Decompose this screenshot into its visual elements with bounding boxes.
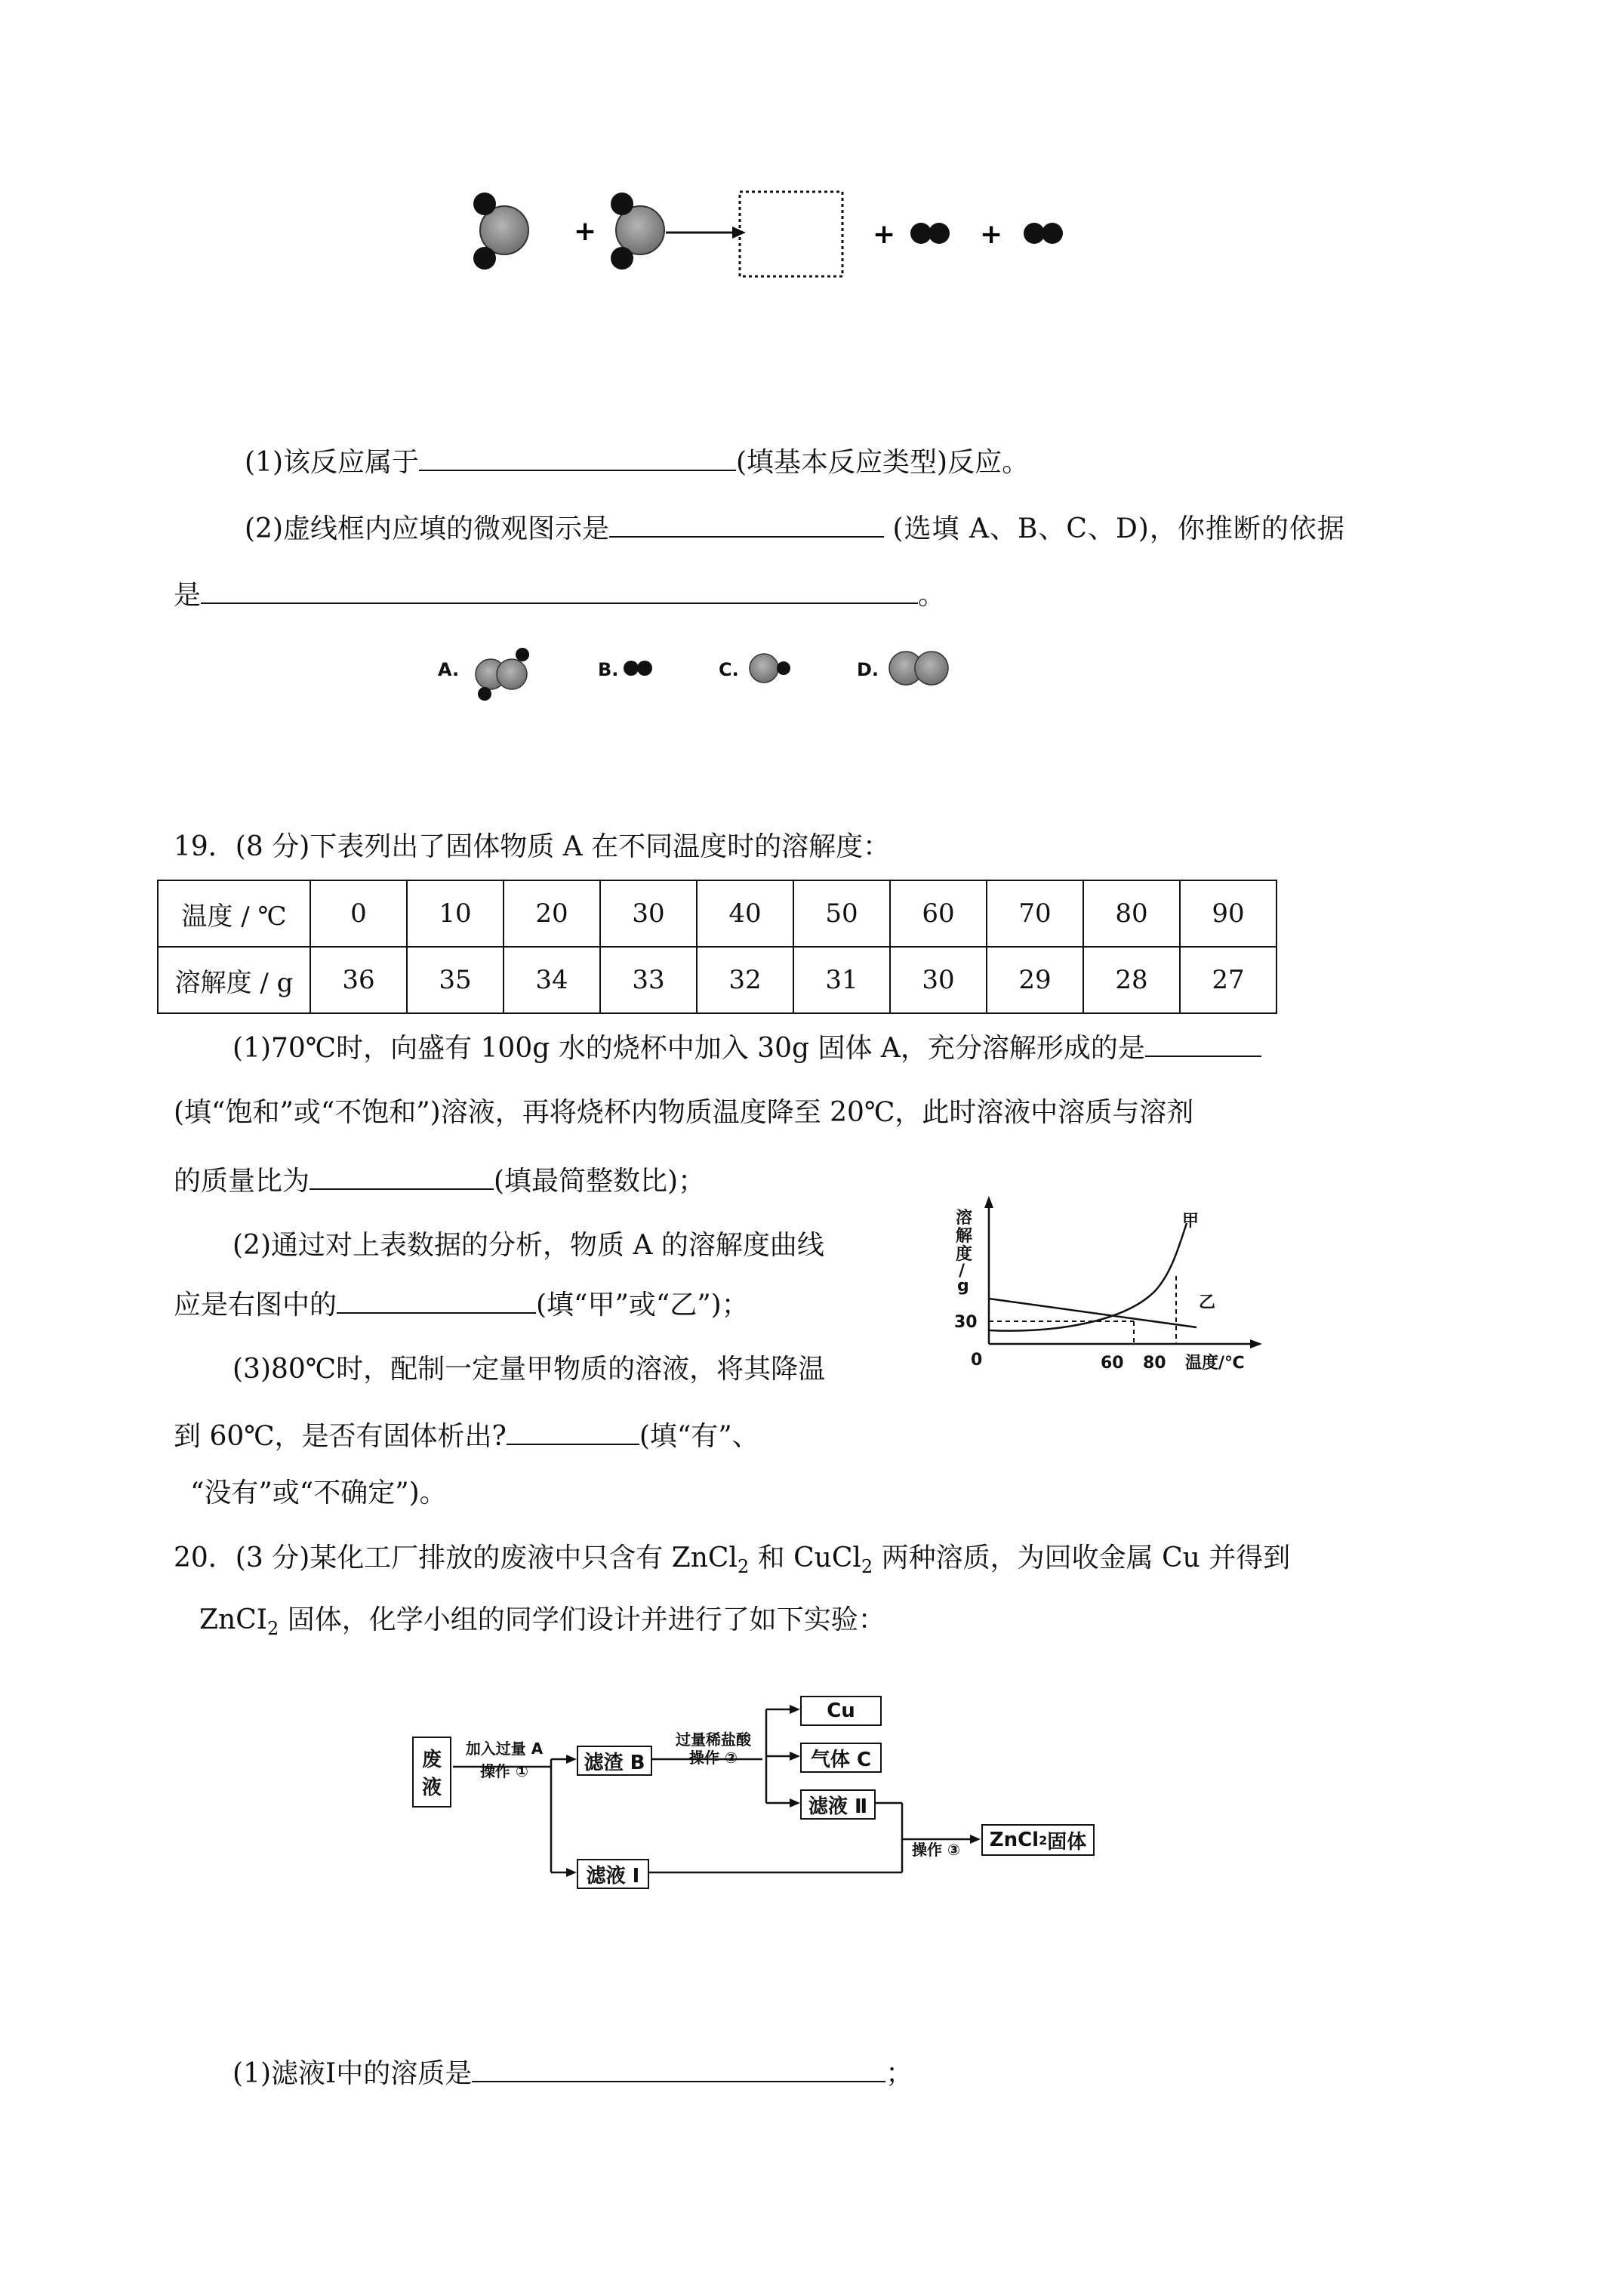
table-cell: 60 <box>890 880 987 947</box>
option-b-molecule <box>622 658 660 680</box>
table-cell: 35 <box>407 947 504 1013</box>
q19-part2-b: 应是右图中的 (填“甲”或“乙”)； <box>174 1287 749 1322</box>
q18-part1: (1)该反应属于 (填基本反应类型)反应。 <box>245 444 1029 479</box>
table-cell: 28 <box>1083 947 1180 1013</box>
table-cell: 70 <box>987 880 1083 947</box>
table-cell: 80 <box>1083 880 1180 947</box>
table-cell: 33 <box>600 947 697 1013</box>
q19-blank3[interactable] <box>337 1287 536 1314</box>
q19-part3-b: 到 60℃，是否有固体析出? (填“有”、 <box>174 1418 759 1453</box>
table-cell: 29 <box>987 947 1083 1013</box>
option-b-label: B. <box>598 659 619 680</box>
q19-blank2[interactable] <box>310 1163 494 1190</box>
product-molecule-2 <box>1024 223 1063 244</box>
q19-part1-c: 的质量比为 (填最简整数比)； <box>174 1163 705 1198</box>
table-cell: 27 <box>1180 947 1277 1013</box>
q19-part1-b: (填“饱和”或“不饱和”)溶液，再将烧杯内物质温度降至 20℃，此时溶液中溶质与溶剂 <box>174 1097 1194 1128</box>
curve-jia <box>989 1223 1187 1331</box>
flow-diagram <box>408 1691 1132 1895</box>
table-cell: 34 <box>504 947 600 1013</box>
filtrate-2-box: 滤液 Ⅱ <box>800 1789 876 1820</box>
zncl2-solid-box: ZnCl 2 固体 <box>981 1824 1095 1856</box>
q19-blank1[interactable] <box>1145 1030 1261 1057</box>
q18-part2-line2: 是 。 <box>174 577 945 612</box>
option-c-label: C. <box>719 659 739 680</box>
q18-options <box>438 646 1012 706</box>
option-d-label: D. <box>857 659 879 680</box>
q20-part1: (1)滤液Ⅰ中的溶质是 ； <box>233 2055 913 2091</box>
x-axis-label: 温度/℃ <box>1185 1354 1245 1373</box>
step2-label: 过量稀盐酸 操作 ② <box>676 1730 751 1767</box>
x-tick-80: 80 <box>1143 1354 1166 1373</box>
q20-intro-line2: ZnCI$_2$ 固体，化学小组的同学们设计并进行了如下实验： <box>199 1604 885 1640</box>
table-cell: 30 <box>890 947 987 1013</box>
x-tick-60: 60 <box>1101 1354 1124 1373</box>
svg-text:+: + <box>980 219 1003 250</box>
q19-part3-a: (3)80℃时，配制一定量甲物质的溶液，将其降温 <box>233 1354 826 1385</box>
q19-blank4[interactable] <box>507 1418 639 1445</box>
solubility-graph <box>906 1193 1283 1397</box>
product-molecule-1 <box>910 223 950 244</box>
solubility-table <box>157 880 1277 1014</box>
curve-jia-label: 甲 <box>1182 1212 1200 1231</box>
option-d-molecule <box>885 649 960 688</box>
y-axis-label-2: 解 <box>956 1227 973 1246</box>
flow-connectors <box>408 1691 1132 1895</box>
curve-yi-label: 乙 <box>1199 1293 1216 1312</box>
residue-b-box: 滤渣 B <box>577 1746 652 1776</box>
reaction-diagram <box>453 174 1087 294</box>
table-cell: 30 <box>600 880 697 947</box>
gas-c-box: 气体 C <box>800 1743 882 1773</box>
svg-text:+: + <box>873 219 896 250</box>
row-header-solubility: 溶解度 / g <box>158 947 310 1013</box>
q19-part2-a: (2)通过对上表数据的分析，物质 A 的溶解度曲线 <box>233 1230 824 1261</box>
table-cell: 40 <box>697 880 793 947</box>
row-header-temperature: 温度 / ℃ <box>158 880 310 947</box>
q18-blank2[interactable] <box>609 510 884 538</box>
q19-part1-a: (1)70℃时，向盛有 100g 水的烧杯中加入 30g 固体 A，充分溶解形成的是 <box>233 1030 1261 1065</box>
q20-blank1[interactable] <box>472 2055 885 2082</box>
option-c-molecule <box>746 650 799 688</box>
q19-intro: 19．(8 分)下表列出了固体物质 A 在不同温度时的溶解度： <box>174 831 891 862</box>
table-cell: 50 <box>793 880 890 947</box>
y-axis-label-4: / <box>959 1262 965 1281</box>
y-tick-30: 30 <box>954 1313 978 1332</box>
origin-label: 0 <box>971 1351 983 1370</box>
y-axis-label-1: 溶 <box>956 1209 973 1228</box>
table-cell: 10 <box>407 880 504 947</box>
table-row <box>158 947 1277 1013</box>
filtrate-1-box: 滤液 Ⅰ <box>577 1859 649 1889</box>
reactant-molecule-1 <box>473 193 528 270</box>
y-axis-label-3: 度 <box>956 1245 973 1264</box>
step3-label: 操作 ③ <box>912 1841 960 1859</box>
table-cell: 0 <box>310 880 407 947</box>
waste-liquid-box: 废 液 <box>412 1737 451 1808</box>
q20-intro-line1: 20．(3 分)某化工厂排放的废液中只含有 ZnCl$_2$ 和 CuCl$_2$ 两种溶质，为回收金属 Cu 并得到 <box>174 1542 1291 1578</box>
plus-sign: + <box>574 216 597 247</box>
y-axis-label-5: g <box>957 1277 969 1296</box>
table-cell: 90 <box>1180 880 1277 947</box>
q19-part3-c: “没有”或“不确定”)。 <box>190 1478 447 1509</box>
q18-blank1[interactable] <box>419 444 736 471</box>
table-row <box>158 880 1277 947</box>
curve-yi <box>989 1299 1196 1327</box>
option-a-label: A. <box>438 659 460 680</box>
q18-part2: (2)虚线框内应填的微观图示是 (选填 A、B、C、D)，你推断的依据 <box>245 510 1345 546</box>
step1-label: 加入过量 A 操作 ① <box>465 1740 544 1780</box>
table-cell: 20 <box>504 880 600 947</box>
table-cell: 32 <box>697 947 793 1013</box>
table-cell: 36 <box>310 947 407 1013</box>
q18-blank3[interactable] <box>201 577 918 604</box>
dashed-box <box>740 192 842 276</box>
option-a-molecule <box>467 646 534 706</box>
reactant-molecule-2 <box>611 193 664 270</box>
table-cell: 31 <box>793 947 890 1013</box>
cu-box: Cu <box>800 1696 882 1726</box>
